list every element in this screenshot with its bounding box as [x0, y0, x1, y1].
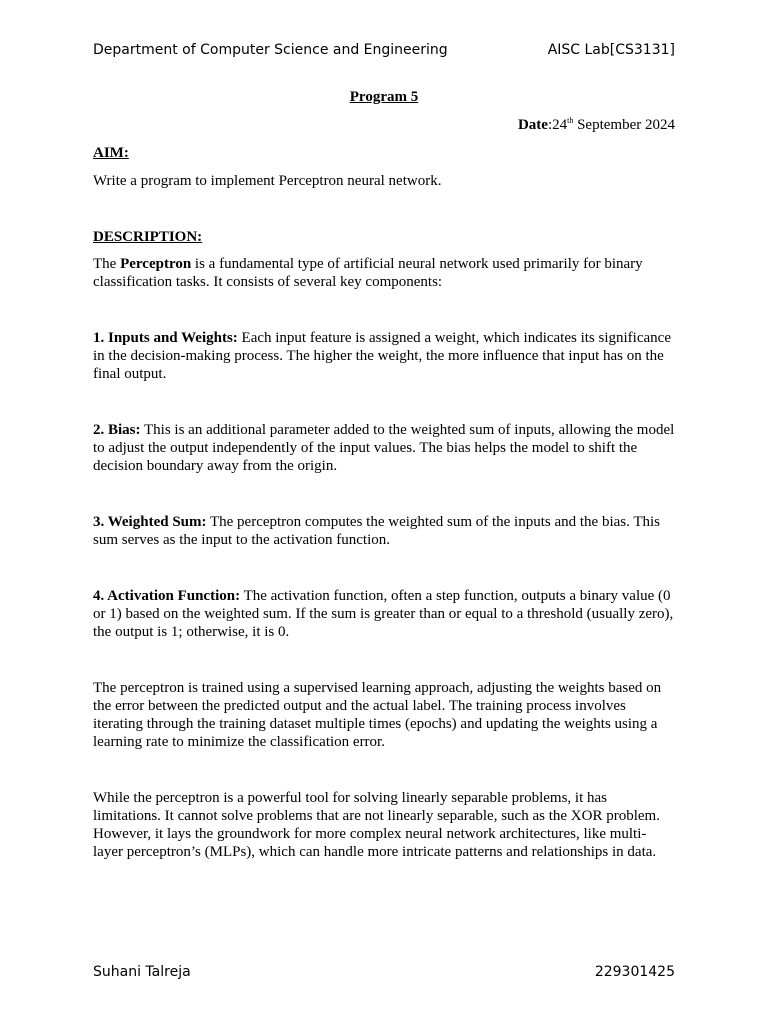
date-rest: September 2024	[573, 117, 675, 133]
description-intro	[93, 255, 675, 291]
date-suffix: th	[567, 116, 574, 125]
aim-heading-text: AIM:	[93, 145, 129, 161]
description-heading	[93, 228, 675, 246]
intro-post: is a fundamental type of artificial neural network used primarily for binary classification tasks. It consists of several key components:	[93, 256, 643, 290]
training-paragraph: The perceptron is trained using a supervised learning approach, adjusting the weights based on the error between the predicted output and the actual label. The training process involves iterating through the training dataset multiple times (epochs) and updating the weights using a learning rate to minimize the classification error.	[93, 680, 662, 750]
component-item-inputs-weights	[93, 329, 675, 383]
limitations-paragraph: While the perceptron is a powerful tool for solving linearly separable problems, it has limitations. It cannot solve problems that are not linearly separable, such as the XOR problem. However, it lays the groundwork for more complex neural network architectures, like multi-layer perceptron’s (MLPs), which can handle more intricate patterns and relationships in data.	[93, 790, 660, 860]
program-title	[93, 88, 675, 106]
page-footer	[93, 964, 675, 980]
component-label: 3. Weighted Sum:	[93, 514, 207, 530]
footer-roll-number: 229301425	[594, 964, 675, 980]
component-item-activation-function	[93, 587, 675, 641]
date-day: 24	[552, 117, 568, 133]
aim-text: Write a program to implement Perceptron neural network.	[93, 173, 442, 189]
description-heading-text: DESCRIPTION:	[93, 229, 203, 245]
component-label: 1. Inputs and Weights:	[93, 330, 238, 346]
component-text: The activation function, often a step function, outputs a binary value (0 or 1) based on the weighted sum. If the sum is greater than or equal to a threshold (usually zero), the output is 1; otherwise, it is 0.	[93, 588, 674, 640]
header-department: Department of Computer Science and Engineering	[93, 42, 448, 58]
program-title-text: Program 5	[349, 89, 419, 105]
date-separator: :	[547, 117, 553, 133]
component-label: 2. Bias:	[93, 422, 141, 438]
header-lab-code: AISC Lab[CS3131]	[547, 42, 675, 58]
page-header	[93, 42, 675, 58]
date-line	[93, 116, 675, 134]
aim-heading	[93, 144, 675, 162]
component-text: Each input feature is assigned a weight, which indicates its significance in the decision-making process. The higher the weight, the more influence that input has on the final output.	[93, 330, 671, 382]
component-item-weighted-sum	[93, 513, 675, 549]
footer-author: Suhani Talreja	[93, 964, 191, 980]
component-label: 4. Activation Function:	[93, 588, 241, 604]
component-text: The perceptron computes the weighted sum of the inputs and the bias. This sum serves as the input to the activation function.	[93, 514, 661, 548]
component-item-bias	[93, 421, 675, 475]
intro-bold: Perceptron	[120, 256, 192, 272]
component-text: This is an additional parameter added to the weighted sum of inputs, allowing the model to adjust the output independently of the input values. The bias helps the model to shift the decision boundary away from the origin.	[93, 422, 675, 474]
date-label: Date	[517, 117, 548, 133]
intro-pre: The	[93, 256, 121, 272]
